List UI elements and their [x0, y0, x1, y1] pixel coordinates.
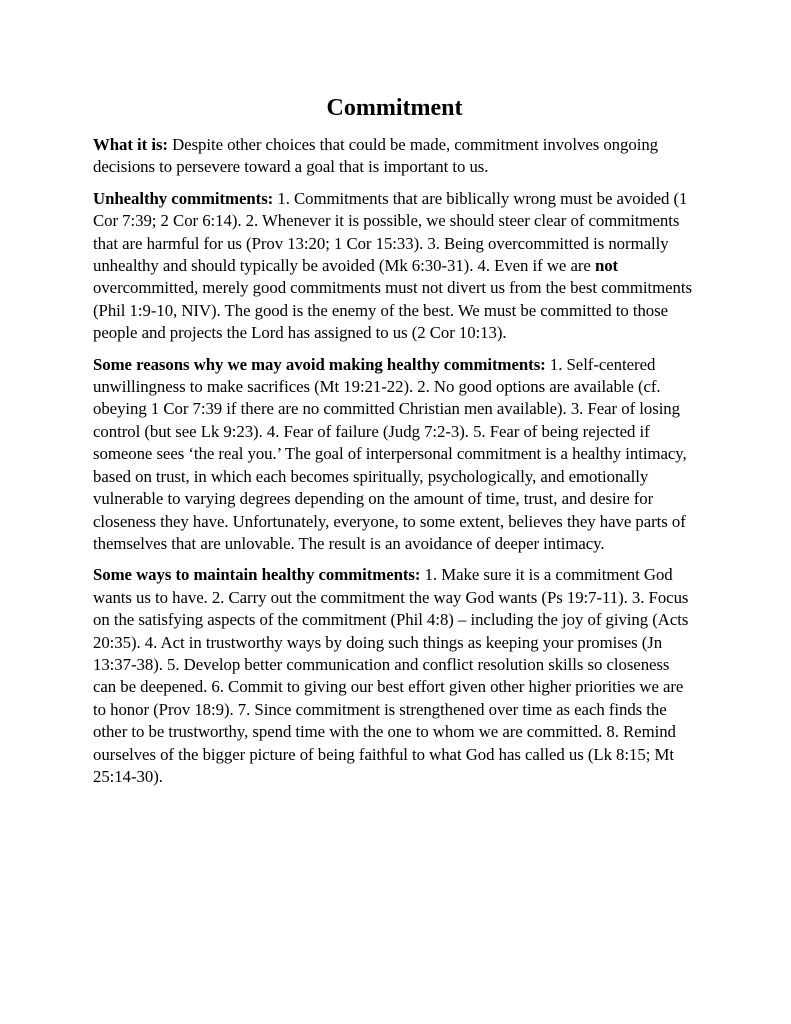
section-text: 1. Commitments that are biblically wrong must be avoided (1 Cor 7:39; 2 Cor 6:14). 2. Whenever it is possible, we should steer clear of commitments that are harmful for us (Prov 13:20; 1 Cor 15:33). 3. Being overcommitted is normally unhealthy and should typically be avoided (Mk 6:30-31). 4. Even if we are — [93, 188, 688, 276]
section-text: 1. Make sure it is a commitment God wants us to have. 2. Carry out the commitment the way God wants (Ps 19:7-11). 3. Focus on the satisfying aspects of the commitment (Phil 4:8) – including the joy of giving (Acts 20:35). 4. Act in trustworthy ways by doing such things as keeping your promises (Jn 13:37-38). 5. Develop better communication and conflict resolution skills so closeness can be deepened. 6. Commit to giving our best effort given other higher priorities we are to honor (Prov 18:9). 7. Since commitment is strengthened over time as each finds the other to be trustworthy, spend time with the one to whom we are committed. 8. Remind ourselves of the bigger picture of being faithful to what God has called us (Lk 8:15; Mt 25:14-30). — [93, 565, 689, 786]
paragraph-what-it-is — [93, 134, 696, 179]
paragraph-ways-maintain — [93, 564, 696, 788]
section-label: What it is: — [93, 135, 168, 154]
section-text: Despite other choices that could be made, commitment involves ongoing decisions to persevere toward a goal that is important to us. — [93, 135, 659, 177]
section-text: 1. Self-centered unwillingness to make sacrifices (Mt 19:21-22). 2. No good options are available (cf. obeying 1 Cor 7:39 if there are no committed Christian men available). 3. Fear of losing control (but see Lk 9:23). 4. Fear of failure (Judg 7:2-3). 5. Fear of being rejected if someone sees ‘the real you.’ The goal of interpersonal commitment is a healthy intimacy, based on trust, in which each becomes spiritually, psychologically, and emotionally vulnerable to varying degrees depending on the amount of time, trust, and desire for closeness they have. Unfortunately, everyone, to some extent, believes they have parts of themselves that are unlovable. The result is an avoidance of deeper intimacy. — [93, 354, 687, 553]
document-page — [93, 92, 696, 797]
section-label: Some ways to maintain healthy commitments: — [93, 565, 421, 585]
section-label: Some reasons why we may avoid making healthy commitments: — [93, 354, 546, 374]
section-label: Unhealthy commitments: — [93, 188, 274, 208]
paragraph-unhealthy-commitments — [93, 188, 696, 345]
paragraph-reasons-avoid — [93, 354, 696, 556]
emphasis-text: not — [594, 256, 619, 276]
page-title: Commitment — [326, 95, 463, 121]
section-text: overcommitted, merely good commitments must not divert us from the best commitments (Phil 1:9-10, NIV). The good is the enemy of the best. We must be committed to those people and projects the Lord has assigned to us (2 Cor 10:13). — [93, 278, 692, 343]
